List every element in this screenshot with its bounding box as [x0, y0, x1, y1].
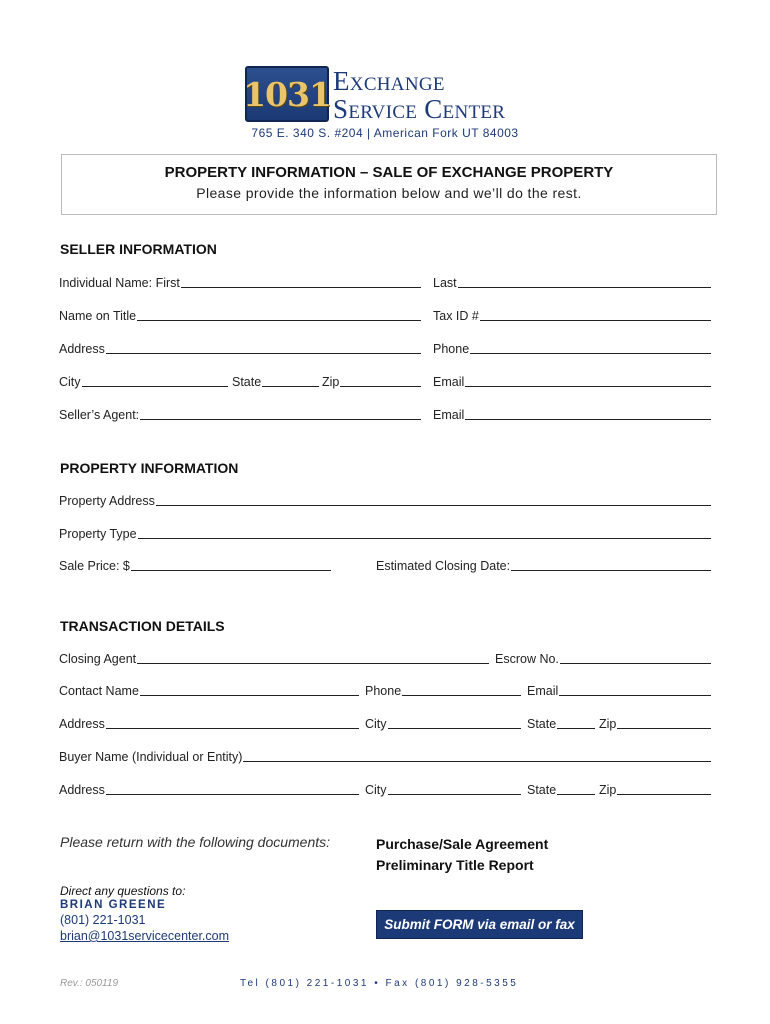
agent-zip-input[interactable] [617, 728, 711, 729]
revision-label: Rev.: 050119 [60, 978, 119, 989]
seller-zip-label: Zip [322, 375, 340, 389]
documents-list [376, 834, 548, 876]
seller-state-input[interactable] [262, 386, 319, 387]
seller-email-field[interactable] [433, 373, 711, 389]
seller-zip-field[interactable] [322, 373, 421, 389]
tax-id-input[interactable] [480, 320, 711, 321]
sale-price-field[interactable] [59, 557, 331, 573]
agent-zip-label: Zip [599, 717, 617, 731]
agent-state-label: State [527, 717, 557, 731]
seller-agent-label: Seller’s Agent: [59, 408, 140, 422]
transaction-section-title: TRANSACTION DETAILS [60, 618, 225, 634]
closing-agent-label: Closing Agent [59, 652, 137, 666]
seller-city-input[interactable] [82, 386, 228, 387]
tax-id-label: Tax ID # [433, 309, 479, 323]
agent-email-label: Email [527, 684, 559, 698]
seller-agent-email-input[interactable] [465, 419, 711, 420]
company-logo [245, 66, 530, 124]
seller-state-label: State [232, 375, 262, 389]
closing-date-field[interactable] [376, 557, 711, 573]
buyer-name-input[interactable] [243, 761, 711, 762]
footer-contact: Tel (801) 221-1031 • Fax (801) 928-5355 [240, 978, 519, 989]
agent-state-field[interactable] [527, 715, 595, 731]
agent-address-input[interactable] [106, 728, 359, 729]
company-address: 765 E. 340 S. #204 | American Fork UT 84003 [251, 126, 519, 140]
seller-state-field[interactable] [232, 373, 319, 389]
property-section-title: PROPERTY INFORMATION [60, 460, 239, 476]
buyer-state-input[interactable] [557, 794, 595, 795]
escrow-number-input[interactable] [560, 663, 711, 664]
buyer-zip-input[interactable] [617, 794, 711, 795]
contact-name-field[interactable] [59, 682, 359, 698]
closing-date-input[interactable] [511, 570, 711, 571]
seller-first-name-label: Individual Name: First [59, 276, 180, 290]
documents-label: Please return with the following documents: [60, 834, 331, 850]
seller-last-name-input[interactable] [458, 287, 711, 288]
contact-block [60, 884, 229, 943]
contact-phone[interactable]: (801) 221-1031 [60, 913, 146, 927]
sale-price-input[interactable] [131, 570, 331, 571]
buyer-city-input[interactable] [388, 794, 521, 795]
seller-address-label: Address [59, 342, 105, 356]
agent-city-label: City [365, 717, 387, 731]
property-type-label: Property Type [59, 527, 137, 541]
seller-address-field[interactable] [59, 340, 421, 356]
closing-agent-field[interactable] [59, 650, 489, 666]
agent-email-field[interactable] [527, 682, 711, 698]
property-address-field[interactable] [59, 492, 711, 508]
seller-agent-email-field[interactable] [433, 406, 711, 422]
buyer-address-input[interactable] [106, 794, 359, 795]
seller-email-input[interactable] [465, 386, 711, 387]
escrow-number-label: Escrow No. [495, 652, 559, 666]
logo-line1: Exchange [333, 66, 445, 96]
buyer-city-label: City [365, 783, 387, 797]
buyer-name-label: Buyer Name (Individual or Entity) [59, 750, 243, 764]
logo-line2: Service Center [333, 94, 506, 124]
property-address-input[interactable] [156, 505, 711, 506]
agent-phone-field[interactable] [365, 682, 521, 698]
contact-email-link[interactable]: brian@1031servicecenter.com [60, 929, 230, 943]
agent-address-field[interactable] [59, 715, 359, 731]
seller-phone-field[interactable] [433, 340, 711, 356]
closing-date-label: Estimated Closing Date: [376, 559, 511, 573]
property-type-input[interactable] [138, 538, 711, 539]
seller-section-title: SELLER INFORMATION [60, 241, 217, 257]
buyer-zip-field[interactable] [599, 781, 711, 797]
tax-id-field[interactable] [433, 307, 711, 323]
logo-number: 1031 [243, 74, 331, 114]
form-subtitle: Please provide the information below and we’ll do the rest. [196, 185, 582, 201]
agent-city-input[interactable] [388, 728, 521, 729]
buyer-state-field[interactable] [527, 781, 595, 797]
document-item: Purchase/Sale Agreement [376, 836, 549, 852]
agent-phone-input[interactable] [402, 695, 521, 696]
seller-last-name-label: Last [433, 276, 457, 290]
seller-last-name-field[interactable] [433, 274, 711, 290]
contact-question: Direct any questions to: [60, 884, 186, 898]
seller-first-name-input[interactable] [181, 287, 421, 288]
seller-zip-input[interactable] [340, 386, 421, 387]
property-type-field[interactable] [59, 525, 711, 541]
name-on-title-field[interactable] [59, 307, 421, 323]
seller-agent-email-label: Email [433, 408, 465, 422]
logo-number-badge [245, 66, 329, 122]
submit-form-button[interactable]: Submit FORM via email or fax [376, 910, 583, 939]
buyer-name-field[interactable] [59, 748, 711, 764]
buyer-address-label: Address [59, 783, 105, 797]
agent-address-label: Address [59, 717, 105, 731]
buyer-address-field[interactable] [59, 781, 359, 797]
seller-agent-input[interactable] [140, 419, 421, 420]
agent-email-input[interactable] [559, 695, 711, 696]
agent-zip-field[interactable] [599, 715, 711, 731]
name-on-title-label: Name on Title [59, 309, 137, 323]
escrow-number-field[interactable] [495, 650, 711, 666]
seller-city-field[interactable] [59, 373, 228, 389]
property-address-label: Property Address [59, 494, 155, 508]
contact-name-input[interactable] [140, 695, 359, 696]
agent-state-input[interactable] [557, 728, 595, 729]
contact-name: BRIAN GREENE [60, 899, 167, 911]
document-item: Preliminary Title Report [376, 857, 534, 873]
seller-agent-field[interactable] [59, 406, 421, 422]
form-title: PROPERTY INFORMATION – SALE OF EXCHANGE PROPERTY [164, 164, 614, 181]
seller-email-label: Email [433, 375, 465, 389]
seller-phone-label: Phone [433, 342, 470, 356]
agent-city-field[interactable] [365, 715, 521, 731]
seller-city-label: City [59, 375, 81, 389]
buyer-state-label: State [527, 783, 557, 797]
form-title-box [61, 154, 717, 215]
sale-price-label: Sale Price: $ [59, 559, 130, 573]
seller-first-name-field[interactable] [59, 274, 421, 290]
name-on-title-input[interactable] [137, 320, 421, 321]
buyer-zip-label: Zip [599, 783, 617, 797]
agent-phone-label: Phone [365, 684, 402, 698]
closing-agent-input[interactable] [137, 663, 489, 664]
seller-phone-input[interactable] [470, 353, 711, 354]
seller-address-input[interactable] [106, 353, 421, 354]
contact-name-label: Contact Name [59, 684, 139, 698]
buyer-city-field[interactable] [365, 781, 521, 797]
